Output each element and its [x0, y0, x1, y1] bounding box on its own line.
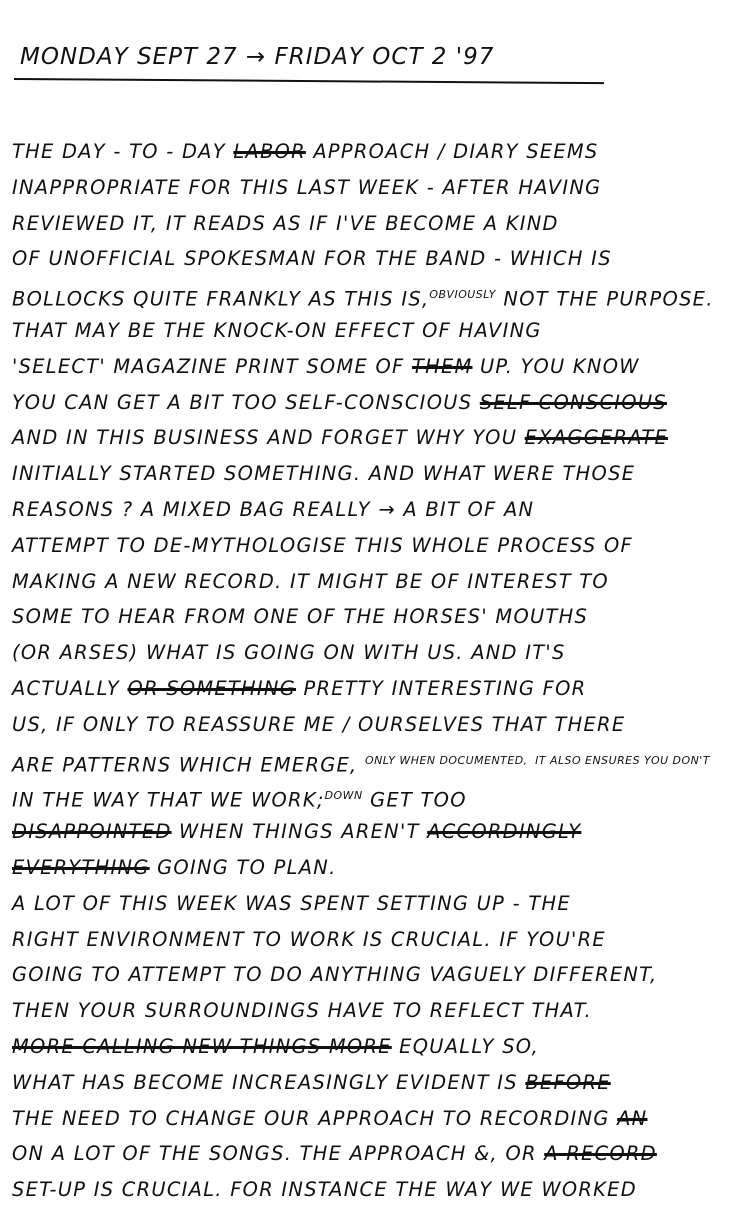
text-line: THEN YOUR SURROUNDINGS HAVE TO REFLECT THAT.: [12, 999, 592, 1023]
text-line: EVERYTHING GOING TO PLAN.: [12, 855, 337, 879]
text-line: REVIEWED IT, IT READS AS IF I'VE BECOME A KIND: [12, 211, 559, 235]
text-line: INAPPROPRIATE FOR THIS LAST WEEK - AFTER HAVING: [12, 175, 602, 199]
inserted-phrase: ONLY WHEN DOCUMENTED,: [364, 753, 528, 767]
text-line: (OR ARSES) WHAT IS GOING ON WITH US. AND IT'S: [12, 641, 566, 665]
text-line: 'SELECT' MAGAZINE PRINT SOME OF THEM UP. YOU KNOW: [12, 354, 640, 378]
text-line: ARE PATTERNS WHICH EMERGE, $^{ONLY WHEN DOCUMENTED,}$ $^{IT ALSO ENSURES YOU DON'T}$: [12, 753, 710, 777]
text-line: THE DAY - TO - DAY LABOR APPROACH / DIARY SEEMS: [12, 140, 599, 163]
inserted-word: DOWN: [324, 789, 363, 803]
diary-entry-text: [12, 134, 728, 1202]
text-line: YOU CAN GET A BIT TOO SELF-CONSCIOUS SELF-CONSCIOUS: [12, 390, 667, 414]
text-line: RIGHT ENVIRONMENT TO WORK IS CRUCIAL. IF YOU'RE: [12, 927, 606, 951]
inserted-word: OBVIOUSLY: [429, 288, 496, 302]
text-line: THAT MAY BE THE KNOCK-ON EFFECT OF HAVING: [12, 318, 542, 342]
text-line: OF UNOFFICIAL SPOKESMAN FOR THE BAND - WHICH IS: [12, 247, 612, 271]
text-line: THE NEED TO CHANGE OUR APPROACH TO RECORDING AN: [12, 1106, 648, 1130]
text-line: INITIALLY STARTED SOMETHING. AND WHAT WERE THOSE: [12, 462, 636, 486]
heading-underline: [14, 78, 604, 84]
text-line: ON A LOT OF THE SONGS. THE APPROACH &, OR A RECORD: [12, 1142, 657, 1166]
text-line: REASONS ? A MIXED BAG REALLY → A BIT OF AN: [12, 497, 535, 521]
text-line: A LOT OF THIS WEEK WAS SPENT SETTING UP - THE: [12, 891, 571, 915]
text-line: DISAPPOINTED WHEN THINGS AREN'T ACCORDINGLY: [12, 820, 582, 844]
text-line: WHAT HAS BECOME INCREASINGLY EVIDENT IS BEFORE: [12, 1070, 611, 1094]
text-line: SET-UP IS CRUCIAL. FOR INSTANCE THE WAY WE WORKED: [12, 1178, 637, 1202]
text-line: GOING TO ATTEMPT TO DO ANYTHING VAGUELY DIFFERENT,: [12, 963, 658, 987]
diary-date-heading: MONDAY SEPT 27 → FRIDAY OCT 2 '97: [20, 44, 495, 70]
inserted-phrase: IT ALSO ENSURES YOU DON'T: [535, 753, 710, 767]
text-line: BOLLOCKS QUITE FRANKLY AS THIS IS,$^{OBVIOUSLY}$ NOT THE PURPOSE.: [12, 287, 714, 311]
text-line: SOME TO HEAR FROM ONE OF THE HORSES' MOUTHS: [12, 605, 589, 629]
text-line: MORE CALLING NEW THINGS MORE EQUALLY SO,: [12, 1034, 540, 1058]
text-line: IN THE WAY THAT WE WORK;$^{DOWN}$ GET TOO: [12, 788, 467, 812]
text-line: MAKING A NEW RECORD. IT MIGHT BE OF INTEREST TO: [12, 569, 609, 593]
text-line: AND IN THIS BUSINESS AND FORGET WHY YOU EXAGGERATE: [12, 426, 669, 450]
text-line: US, IF ONLY TO REASSURE ME / OURSELVES THAT THERE: [12, 712, 626, 736]
text-line: ATTEMPT TO DE-MYTHOLOGISE THIS WHOLE PROCESS OF: [12, 533, 633, 557]
text-line: ACTUALLY OR SOMETHING PRETTY INTERESTING FOR: [12, 676, 587, 700]
